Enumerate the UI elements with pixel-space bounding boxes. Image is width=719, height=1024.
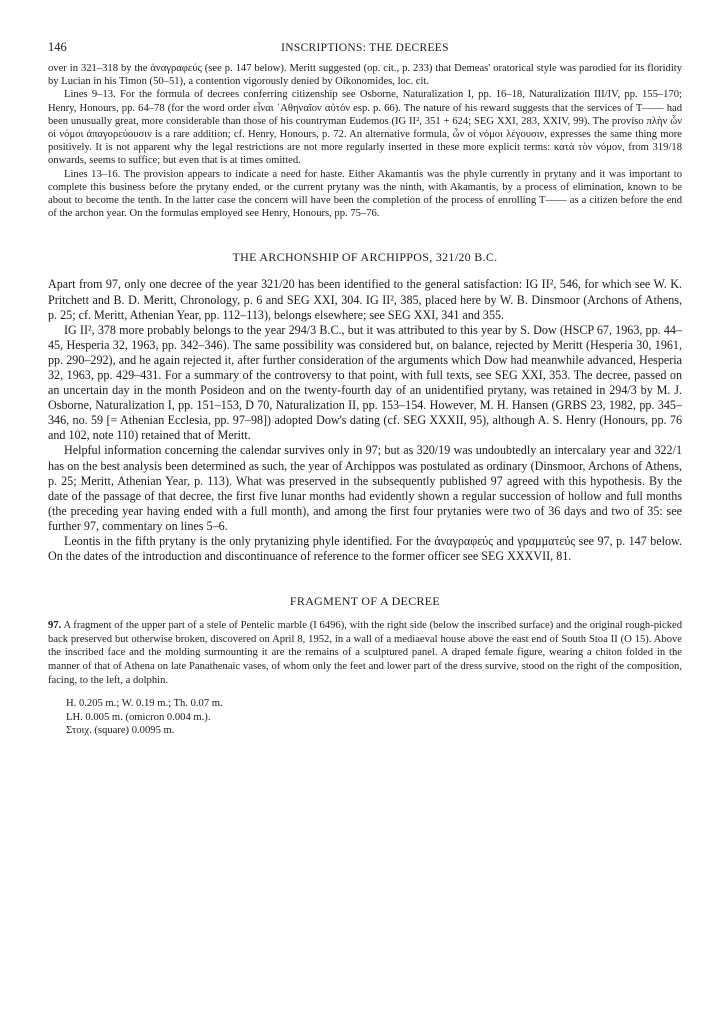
section-body — [48, 277, 682, 564]
running-title: INSCRIPTIONS: THE DECREES — [281, 42, 449, 54]
commentary-block — [48, 62, 682, 220]
measurement-line: Στοιχ. (square) 0.0095 m. — [66, 725, 175, 737]
fragment-description — [48, 619, 682, 687]
measurements — [48, 697, 682, 738]
commentary-paragraph: over in 321–318 by the ἀναγραφεύς (see p. 147 below). Meritt suggested (op. cit., p. 233) that Demeas' oratorical style was parodied for its floridity by Lucian in his Timon (50–51), a contention vigorously denied by Oikonomides, loc. cit. — [48, 63, 682, 88]
body-paragraph: Apart from 97, only one decree of the year 321/20 has been identified to the general satisfaction: IG II², 546, for which see W. K. Pritchett and B. D. Meritt, Chronology, p. 6 and SEG XXI, 304. IG II², 385, placed here by W. B. Dinsmoor (Archons of Athens, p. 25; cf. Meritt, Athenian Year, pp. 112–113), belongs elsewhere; see SEG XXI, 341 and 355. — [48, 277, 682, 322]
body-paragraph: IG II², 378 more probably belongs to the year 294/3 B.C., but it was attributed to this year by S. Dow (HSCP 67, 1963, pp. 44–45, Hesperia 32, 1963, pp. 342–346). The same possibility was considered but, on balance, rejected by Meritt (Hesperia 30, 1961, pp. 290–292), and he again rejected it, after further consideration of the arguments which Dow had meanwhile advanced, Hesperia 32, 1963, pp. 429–431. For a summary of the controversy to that point, with full texts, see SEG XXI, 353. The decree, passed on an uncertain day in the month Posideon and on the twenty-fourth day of an unidentified prytany, was retained in 294/3 by M. J. Osborne, Naturalization I, pp. 151–153, D 70, Naturalization II, pp. 153–154. However, M. H. Hansen (GRBS 23, 1982, pp. 345–346, no. 59 [= Athenian Ecclesia, pp. 97–98]) adopted Dow's dating (cf. SEG XXXII, 95), although A. S. Henry (Honours, pp. 76 and 102, note 110) retained that of Meritt. — [48, 322, 682, 443]
body-paragraph: Leontis in the fifth prytany is the only prytanizing phyle identified. For the ἀναγραφεύς and γραμματεύς see 97, p. 147 below. On the dates of the introduction and discontinuance of reference to the former officer see SEG XXXVII, 81. — [48, 534, 682, 564]
commentary-paragraph: Lines 9–13. For the formula of decrees conferring citizenship see Osborne, Naturalization I, pp. 16–18, Naturalization III/IV, pp. 155–170; Henry, Honours, pp. 64–78 (for the word order εἶναι ᾿Αθηναῖον αὐτόν esp. p. 66). The nature of his reward suggests that the services of T–––– had been unusually great, more considerable than those of his countryman Eudemos (IG II², 351 + 624; SEG XXI, 283, XXIV, 99). The proviso πλὴν ὧν οἱ νόμοι ἀπαγορεύουσιν is a rare addition; cf. Henry, Honours, p. 72. An alternative formula, ὧν οἱ νόμοι λέγουσιν, expresses the same thing more positively. It is not apparent why the legal restrictions are not more regularly inserted in these more explicit terms: κατὰ τὸν νόμον, from 319/18 onwards, seems to suffice; but even that is at times omitted. — [48, 89, 682, 167]
body-paragraph: Helpful information concerning the calendar survives only in 97; but as 320/19 was undoubtedly an intercalary year and 322/1 has on the best analysis been determined as such, the year of Archippos was postulated as ordinary (Dinsmoor, Archons of Athens, p. 25; Meritt, Athenian Year, p. 113). What was preserved in the subsequently published 97 agreed with this hypothesis. By the date of the passage of that decree, the first five lunar months had evidently shown a regular succession of hollow and full months (the preceding year having ended with a full month), and among the first four prytanies were two of 36 days and two of 35: see further 97, commentary on lines 5–6. — [48, 443, 682, 533]
fragment-number: 97. — [48, 620, 62, 632]
page-number: 146 — [48, 40, 67, 54]
page-header — [48, 40, 682, 62]
section-heading: THE ARCHONSHIP OF ARCHIPPOS, 321/20 B.C. — [232, 250, 498, 265]
fragment-heading: FRAGMENT OF A DECREE — [289, 594, 441, 609]
page — [48, 40, 682, 738]
fragment-text: A fragment of the upper part of a stele of Pentelic marble (I 6496), with the right side (below the inscribed surface) and the original rough-picked back preserved but otherwise broken, discovered on April 8, 1952, in a wall of a mediaeval house above the east end of South Stoa II (O 15). Above the inscribed face and the molding surmounting it are the remains of a sculptured panel. A draped female figure, wearing a chiton folded in the manner of that of Athena on late Panathenaic vases, of whom only the feet and lower part of the dress survive, stood on the right of the composition, facing, to the left, a dolphin. — [48, 620, 682, 686]
measurement-line: LH. 0.005 m. (omicron 0.004 m.). — [66, 711, 211, 723]
commentary-paragraph: Lines 13–16. The provision appears to indicate a need for haste. Either Akamantis was the phyle currently in prytany and it was important to complete this business before the prytany ended, or the current prytany was the ninth, with Akamantis, by a process of elimination, known to be about to become the tenth. In the latter case the concern will have been the completion of the process of enrolling T–––– as a citizen before the end of the archon year. On the formulas employed see Henry, Honours, pp. 75–76. — [48, 168, 682, 220]
measurement-line: H. 0.205 m.; W. 0.19 m.; Th. 0.07 m. — [66, 698, 223, 710]
